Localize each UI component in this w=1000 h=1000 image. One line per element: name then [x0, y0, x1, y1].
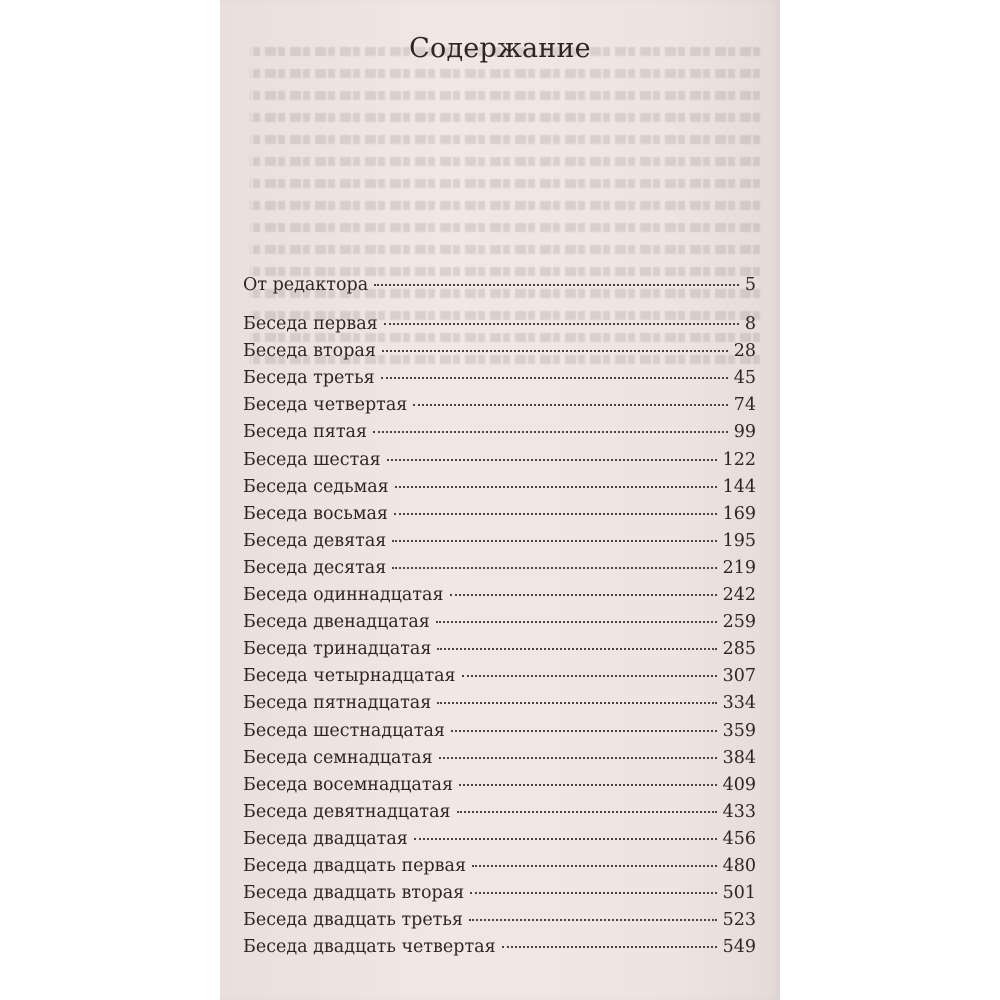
toc-entry[interactable]	[243, 718, 756, 745]
toc-entry[interactable]	[243, 663, 756, 690]
toc-entry-title: Беседа двадцать четвертая	[243, 937, 496, 958]
toc-entry-page-number: 456	[722, 828, 756, 849]
toc-entry-title: Беседа девятая	[243, 530, 387, 551]
dot-leader	[394, 513, 717, 515]
dot-leader	[436, 621, 717, 623]
dot-leader	[439, 757, 717, 759]
toc-entry-page-number: 99	[733, 422, 756, 443]
toc-entry-page-number: 259	[722, 612, 756, 633]
toc-entry[interactable]	[243, 772, 756, 799]
toc-entry-title: Беседа восьмая	[243, 503, 388, 524]
toc-entry-page-number: 549	[722, 937, 756, 958]
toc-entry[interactable]	[243, 311, 756, 338]
toc-entry[interactable]	[243, 853, 756, 880]
toc-entry-page-number: 501	[722, 883, 756, 904]
table-of-contents	[243, 272, 756, 961]
toc-entry-title: Беседа двадцать вторая	[243, 883, 465, 904]
toc-entry-title: Беседа первая	[243, 314, 378, 335]
toc-entry[interactable]	[243, 272, 756, 299]
toc-entry[interactable]	[243, 392, 756, 419]
dot-leader	[373, 431, 728, 433]
toc-entry-title: Беседа восемнадцатая	[243, 774, 454, 795]
dot-leader	[459, 784, 717, 786]
dot-leader	[457, 811, 717, 813]
dot-leader	[374, 284, 739, 286]
page-title: Содержание	[409, 33, 591, 64]
dot-leader	[470, 892, 716, 894]
toc-entry-title: Беседа вторая	[243, 341, 376, 362]
toc-entry-page-number: 480	[722, 855, 756, 876]
book-page	[220, 0, 780, 1000]
toc-entry-page-number: 242	[722, 585, 756, 606]
toc-entry-page-number: 74	[733, 395, 756, 416]
toc-entry[interactable]	[243, 745, 756, 772]
toc-entry-title: Беседа четырнадцатая	[243, 666, 456, 687]
toc-entry-page-number: 219	[722, 557, 756, 578]
toc-entry-page-number: 334	[722, 693, 756, 714]
toc-entry-page-number: 523	[722, 910, 756, 931]
toc-entry[interactable]	[243, 555, 756, 582]
dot-leader	[392, 540, 716, 542]
dot-leader	[413, 404, 727, 406]
toc-entry-title: Беседа двадцатая	[243, 828, 408, 849]
toc-entry-title: Беседа пятнадцатая	[243, 693, 432, 714]
toc-entry-title: Беседа двадцать первая	[243, 855, 466, 876]
dot-leader	[392, 567, 716, 569]
toc-entry-title: Беседа одиннадцатая	[243, 585, 444, 606]
toc-entry-title: Беседа пятая	[243, 422, 368, 443]
dot-leader	[472, 865, 717, 867]
toc-entry[interactable]	[243, 907, 756, 934]
dot-leader	[462, 675, 717, 677]
toc-entry-title: Беседа четвертая	[243, 395, 408, 416]
toc-entry[interactable]	[243, 880, 756, 907]
toc-entry-page-number: 5	[744, 275, 756, 295]
toc-entry[interactable]	[243, 690, 756, 717]
toc-entry[interactable]	[243, 419, 756, 446]
dot-leader	[387, 459, 717, 461]
toc-entry-title: Беседа третья	[243, 368, 375, 389]
dot-leader	[384, 323, 739, 325]
dot-leader	[502, 946, 717, 948]
toc-entry[interactable]	[243, 934, 756, 961]
toc-entry-page-number: 8	[744, 314, 756, 335]
toc-entry-page-number: 169	[722, 503, 756, 524]
toc-entry[interactable]	[243, 826, 756, 853]
toc-entry-title: Беседа семнадцатая	[243, 747, 433, 768]
toc-entry-page-number: 45	[733, 368, 756, 389]
toc-entry-title: Беседа седьмая	[243, 476, 389, 497]
dot-leader	[450, 594, 717, 596]
dot-leader	[382, 350, 728, 352]
toc-entry-title: Беседа двенадцатая	[243, 612, 430, 633]
toc-entry[interactable]	[243, 365, 756, 392]
dot-leader	[437, 648, 716, 650]
dot-leader	[381, 377, 728, 379]
toc-entry-page-number: 195	[722, 530, 756, 551]
toc-entry-title: Беседа девятнадцатая	[243, 801, 451, 822]
toc-entry[interactable]	[243, 582, 756, 609]
toc-entry-page-number: 144	[722, 476, 756, 497]
toc-entry[interactable]	[243, 501, 756, 528]
toc-entry-title: Беседа шестнадцатая	[243, 720, 445, 741]
toc-entry[interactable]	[243, 338, 756, 365]
dot-leader	[414, 838, 717, 840]
toc-entry[interactable]	[243, 799, 756, 826]
toc-entry-page-number: 384	[722, 747, 756, 768]
toc-entry[interactable]	[243, 609, 756, 636]
toc-entry[interactable]	[243, 636, 756, 663]
toc-entry[interactable]	[243, 528, 756, 555]
toc-entry-title: От редактора	[243, 275, 369, 295]
toc-entry[interactable]	[243, 447, 756, 474]
toc-entry-page-number: 28	[733, 341, 756, 362]
toc-entry-page-number: 359	[722, 720, 756, 741]
toc-entry-page-number: 307	[722, 666, 756, 687]
dot-leader	[395, 486, 717, 488]
toc-entry-title: Беседа шестая	[243, 449, 381, 470]
toc-entry-title: Беседа тринадцатая	[243, 639, 432, 660]
toc-entry-page-number: 433	[722, 801, 756, 822]
toc-entry-page-number: 409	[722, 774, 756, 795]
toc-entry[interactable]	[243, 474, 756, 501]
dot-leader	[451, 730, 717, 732]
toc-entry-page-number: 285	[722, 639, 756, 660]
dot-leader	[469, 919, 717, 921]
toc-entry-page-number: 122	[722, 449, 756, 470]
dot-leader	[437, 702, 716, 704]
toc-entry-title: Беседа двадцать третья	[243, 910, 463, 931]
toc-entry-title: Беседа десятая	[243, 557, 387, 578]
